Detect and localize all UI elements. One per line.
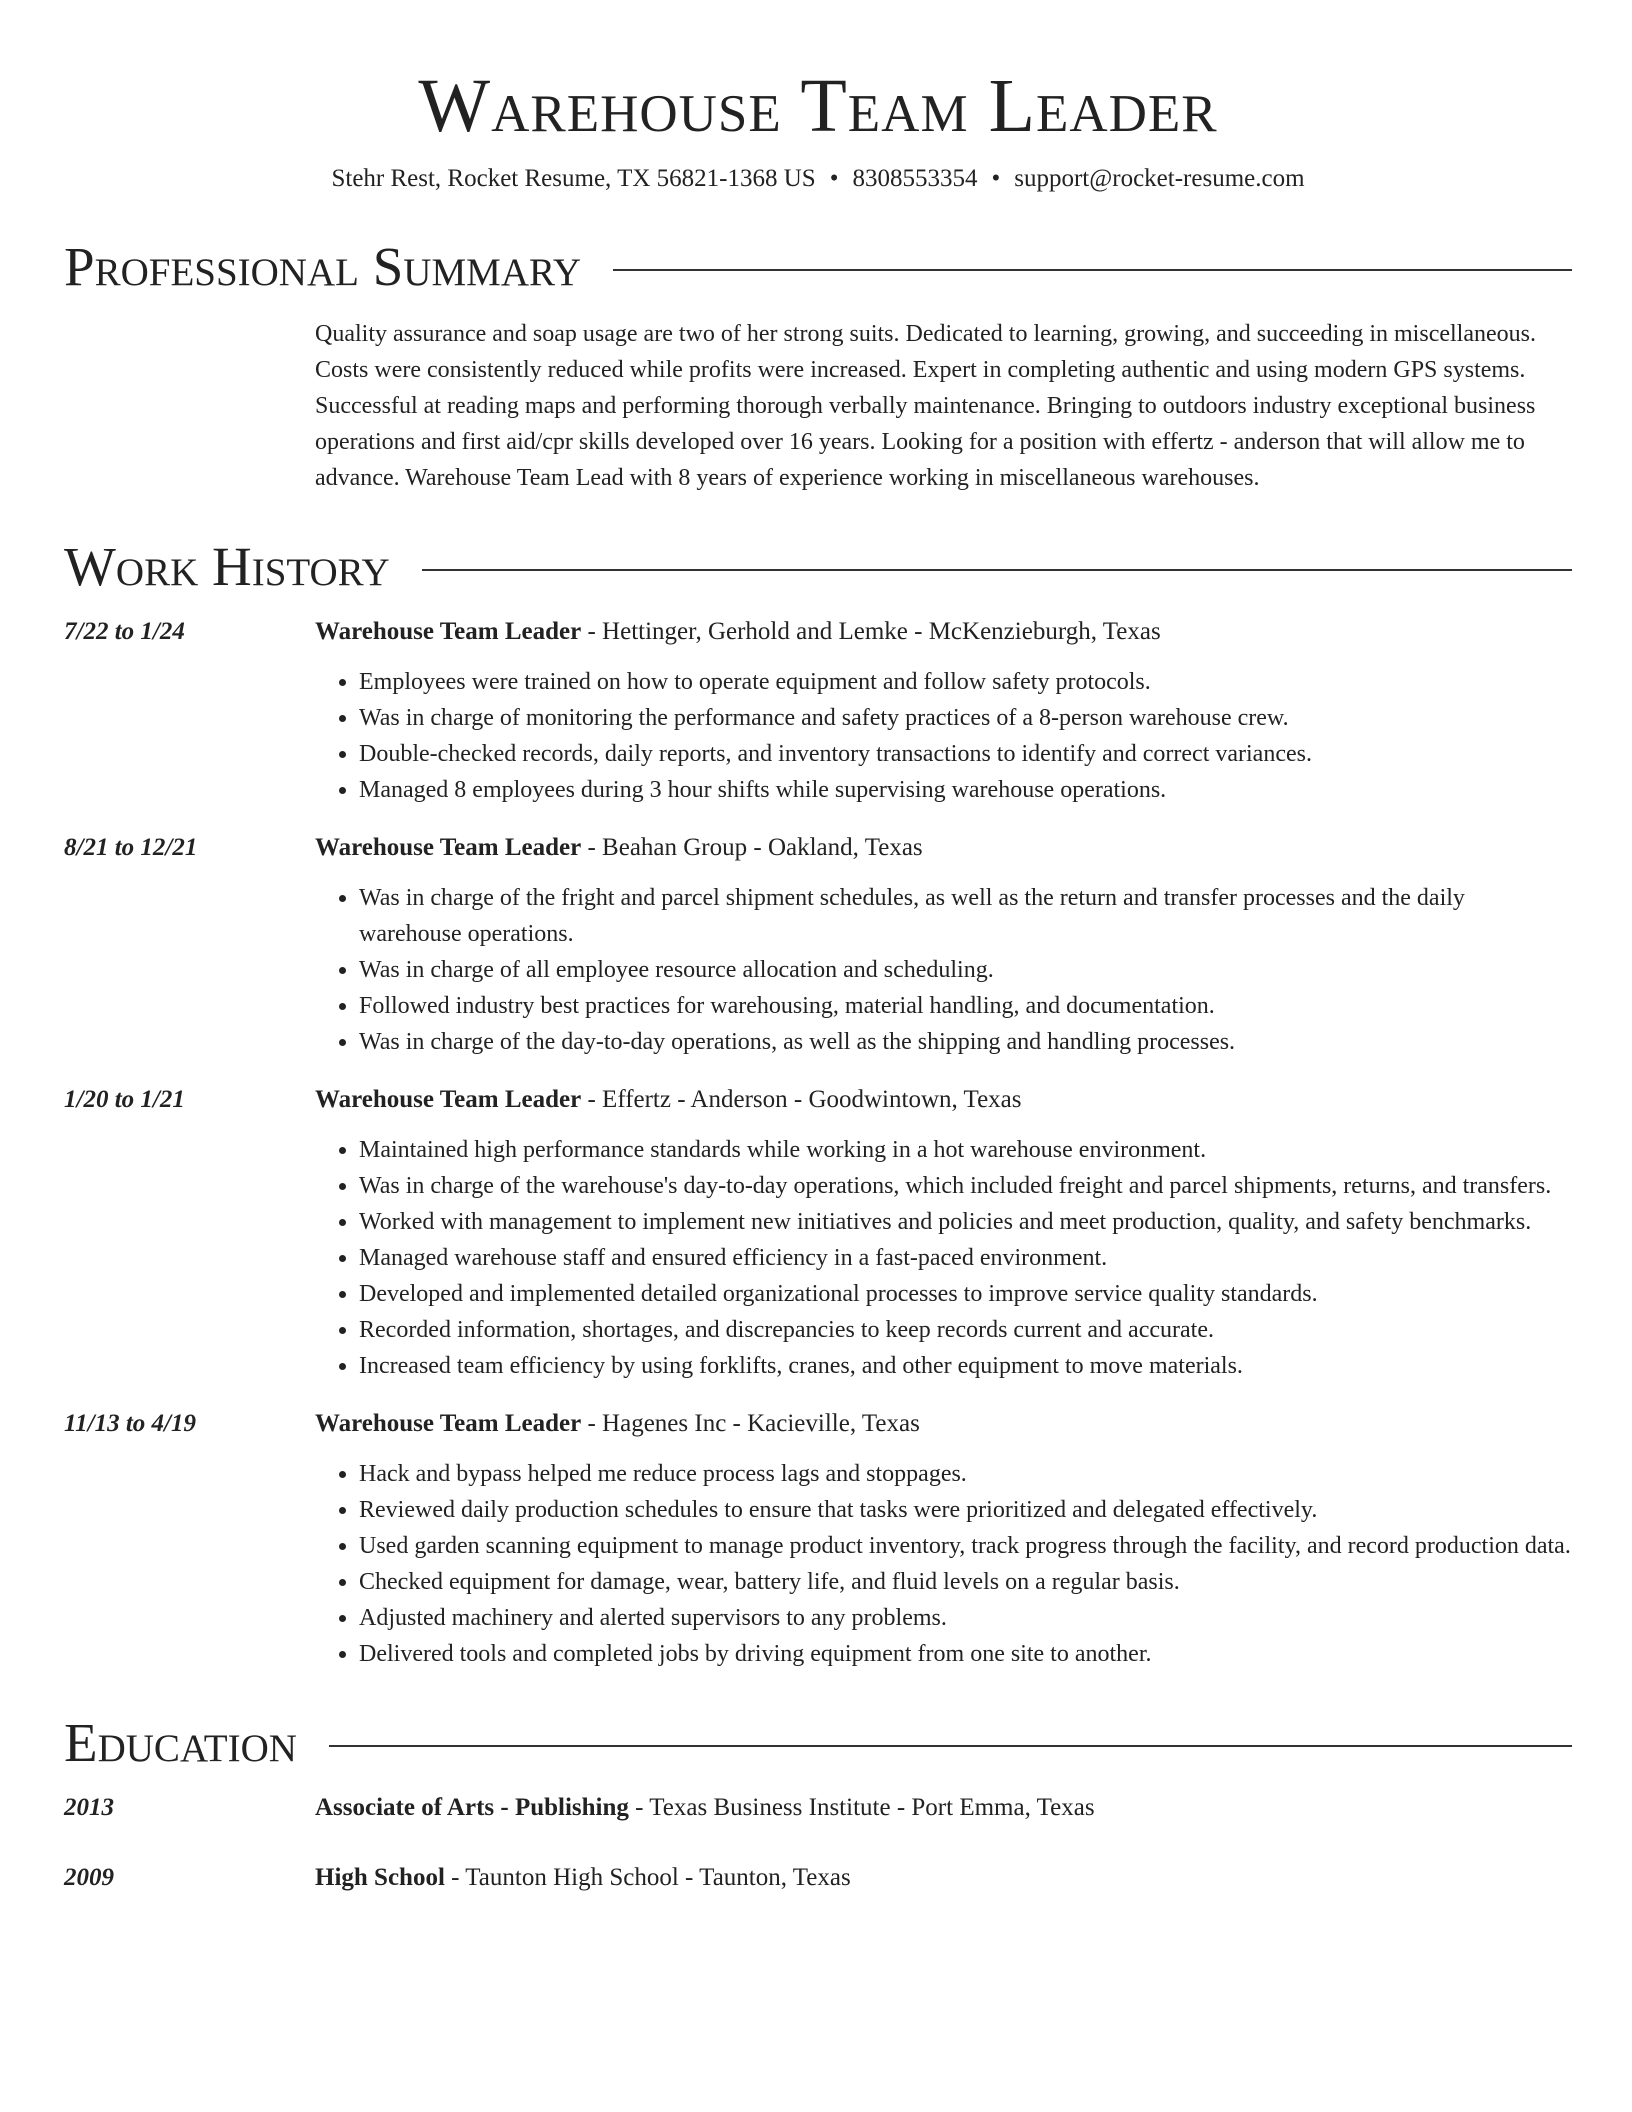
job-bullet: • Maintained high performance standards while working in a hot warehouse environment. <box>359 1132 1572 1168</box>
job-role: Warehouse Team Leader <box>315 1086 582 1113</box>
job-body <box>315 614 1572 808</box>
job-bullet: • Hack and bypass helped me reduce process lags and stoppages. <box>359 1456 1572 1492</box>
job-bullets <box>315 664 1572 808</box>
section-divider <box>613 269 1572 271</box>
job-bullet: • Followed industry best practices for warehousing, material handling, and documentation. <box>359 988 1572 1024</box>
education-school: - Taunton High School - Taunton, Texas <box>444 1864 851 1891</box>
job-bullet: • Worked with management to implement new initiatives and policies and meet production, quality, and safety benchmarks. <box>359 1204 1572 1240</box>
job-role: Warehouse Team Leader <box>315 834 582 861</box>
education-degree: High School <box>315 1864 445 1891</box>
job-bullet: • Was in charge of the warehouse's day-to-day operations, which included freight and parcel shipments, returns, and transfers. <box>359 1168 1572 1204</box>
contact-line <box>64 162 1572 196</box>
resume-page <box>64 0 1572 1930</box>
contact-address: Stehr Rest, Rocket Resume, TX 56821-1368 US <box>331 165 816 192</box>
contact-email[interactable]: support@rocket-resume.com <box>1014 165 1305 192</box>
job-bullet: • Checked equipment for damage, wear, battery life, and fluid levels on a regular basis. <box>359 1564 1572 1600</box>
section-divider <box>422 569 1572 571</box>
education-degree: Associate of Arts - Publishing <box>315 1794 629 1821</box>
job-bullet: • Recorded information, shortages, and discrepancies to keep records current and accurate. <box>359 1312 1572 1348</box>
job-heading <box>315 830 1572 866</box>
job-bullet: • Adjusted machinery and alerted supervisors to any problems. <box>359 1600 1572 1636</box>
job-bullet: • Increased team efficiency by using forklifts, cranes, and other equipment to move materials. <box>359 1348 1572 1384</box>
summary-text: Quality assurance and soap usage are two of her strong suits. Dedicated to learning, growing, and succeeding in miscellaneous. Costs were consistently reduced while profits were increased. Expert in completing authentic and using modern GPS systems. Successful at reading maps and performing thorough verbally maintenance. Bringing to outdoors industry exceptional business operations and first aid/cpr skills developed over 16 years. Looking for a position with effertz - anderson that will allow me to advance. Warehouse Team Lead with 8 years of experience working in miscellaneous warehouses. <box>315 321 1536 491</box>
job-body <box>315 830 1572 1060</box>
education-body <box>315 1860 851 1896</box>
job-bullet: • Managed warehouse staff and ensured efficiency in a fast-paced environment. <box>359 1240 1572 1276</box>
job-dates: 7/22 to 1/24 <box>64 618 185 645</box>
contact-phone[interactable]: 8308553354 <box>852 165 978 192</box>
job-entry <box>64 830 1572 1060</box>
job-bullet: • Employees were trained on how to operate equipment and follow safety protocols. <box>359 664 1572 700</box>
education-entry <box>64 1860 1572 1896</box>
education-year: 2009 <box>64 1864 114 1891</box>
education-entry <box>64 1790 1572 1826</box>
resume-name: Warehouse Team Leader <box>418 64 1218 148</box>
job-bullet: • Double-checked records, daily reports, and inventory transactions to identify and correct variances. <box>359 736 1572 772</box>
job-heading <box>315 1406 1572 1442</box>
job-dates: 1/20 to 1/21 <box>64 1086 185 1113</box>
education-list <box>64 1790 1572 1896</box>
summary-section-header <box>64 236 1572 298</box>
contact-separator: • <box>991 165 1001 192</box>
job-bullet: • Was in charge of monitoring the performance and safety practices of a 8-person warehouse crew. <box>359 700 1572 736</box>
work-section-header <box>64 536 1572 598</box>
job-bullets <box>315 1132 1572 1384</box>
education-body <box>315 1790 1095 1826</box>
job-entry <box>64 1082 1572 1384</box>
job-bullet: • Used garden scanning equipment to manage product inventory, track progress through the facility, and record production data. <box>359 1528 1572 1564</box>
job-dates: 11/13 to 4/19 <box>64 1410 196 1437</box>
section-title-education: Education <box>64 1712 297 1773</box>
job-bullet: • Delivered tools and completed jobs by driving equipment from one site to another. <box>359 1636 1572 1672</box>
education-year: 2013 <box>64 1794 114 1821</box>
job-employer: - Hagenes Inc - Kacieville, Texas <box>581 1410 920 1437</box>
job-bullet: • Reviewed daily production schedules to ensure that tasks were prioritized and delegated effectively. <box>359 1492 1572 1528</box>
education-school: - Texas Business Institute - Port Emma, Texas <box>628 1794 1095 1821</box>
job-bullets <box>315 880 1572 1060</box>
job-bullet: • Developed and implemented detailed organizational processes to improve service quality standards. <box>359 1276 1572 1312</box>
work-history-list <box>64 614 1572 1672</box>
job-bullet: • Was in charge of the fright and parcel shipment schedules, as well as the return and transfer processes and the daily warehouse operations. <box>359 880 1572 952</box>
job-entry <box>64 1406 1572 1672</box>
job-bullet: • Was in charge of all employee resource allocation and scheduling. <box>359 952 1572 988</box>
job-entry <box>64 614 1572 808</box>
job-role: Warehouse Team Leader <box>315 618 582 645</box>
job-dates: 8/21 to 12/21 <box>64 834 198 861</box>
job-bullets <box>315 1456 1572 1672</box>
job-employer: - Effertz - Anderson - Goodwintown, Texas <box>581 1086 1022 1113</box>
job-employer: - Hettinger, Gerhold and Lemke - McKenzieburgh, Texas <box>581 618 1161 645</box>
job-body <box>315 1082 1572 1384</box>
education-section-header <box>64 1712 1572 1774</box>
job-heading <box>315 614 1572 650</box>
job-employer: - Beahan Group - Oakland, Texas <box>581 834 923 861</box>
section-title-work: Work History <box>64 536 390 597</box>
job-bullet: • Was in charge of the day-to-day operations, as well as the shipping and handling processes. <box>359 1024 1572 1060</box>
section-divider <box>329 1745 1572 1747</box>
job-bullet: • Managed 8 employees during 3 hour shifts while supervising warehouse operations. <box>359 772 1572 808</box>
job-role: Warehouse Team Leader <box>315 1410 582 1437</box>
section-title-summary: Professional Summary <box>64 236 582 297</box>
job-body <box>315 1406 1572 1672</box>
job-heading <box>315 1082 1572 1118</box>
contact-separator: • <box>829 165 839 192</box>
